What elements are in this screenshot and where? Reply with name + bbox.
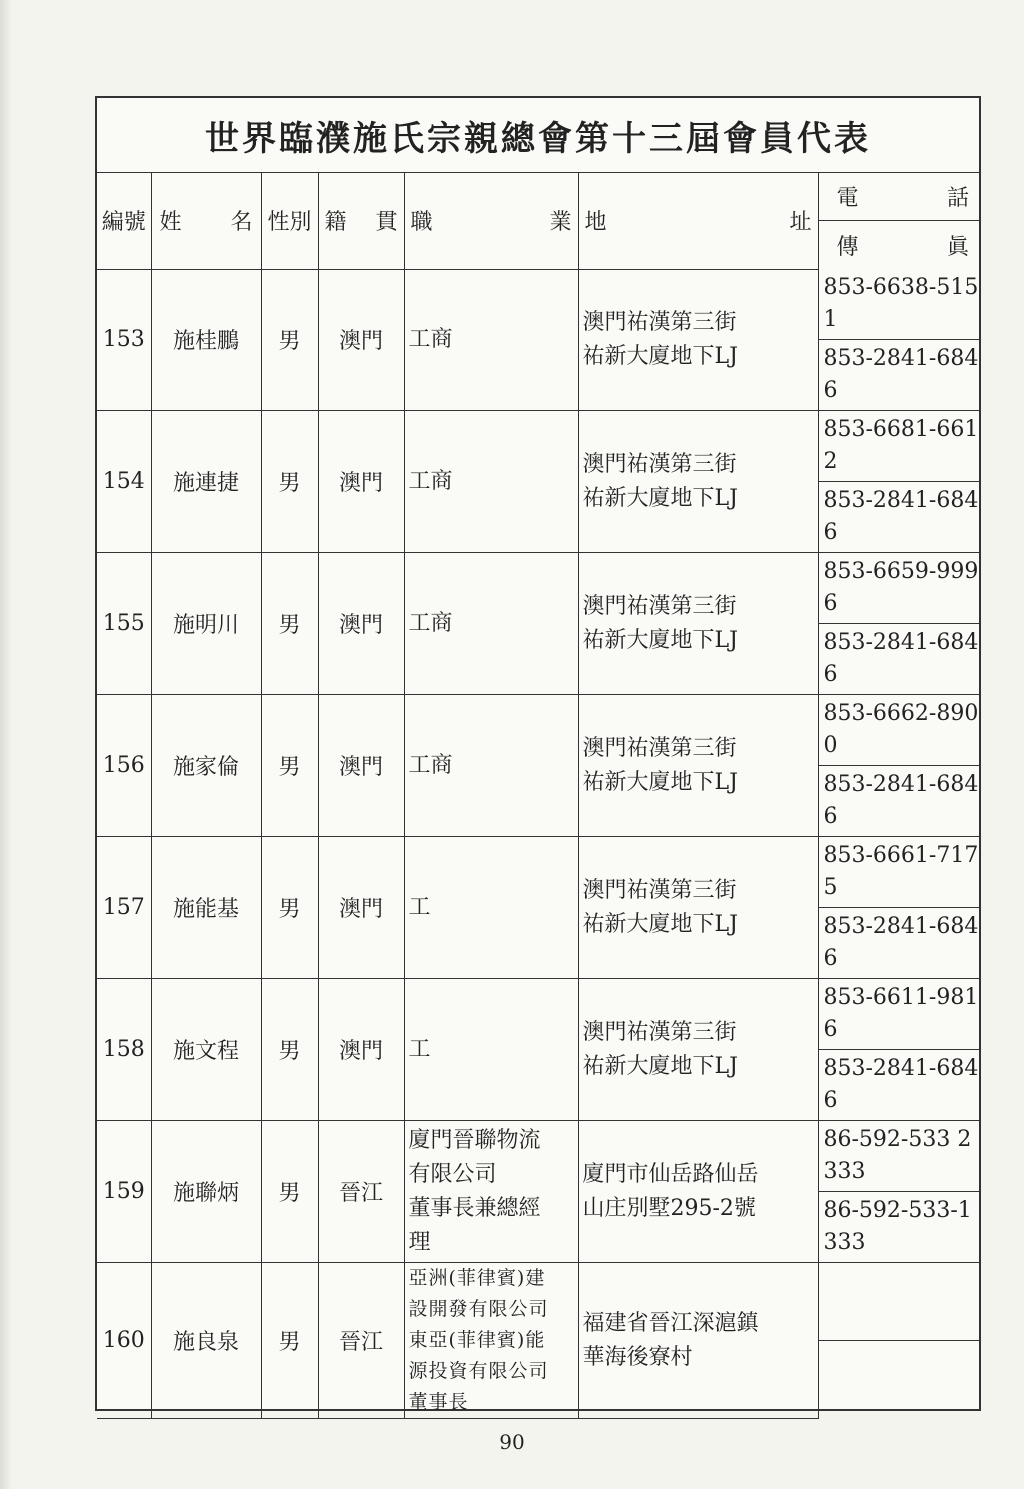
member-fax: 853-2841-6846 xyxy=(818,766,979,837)
member-origin: 晉江 xyxy=(318,1121,404,1263)
member-gender: 男 xyxy=(261,695,318,837)
member-code: 154 xyxy=(97,411,151,553)
address-line: 澳門祐漢第三街 xyxy=(582,309,737,335)
member-name: 施聯炳 xyxy=(151,1121,261,1263)
table-row xyxy=(97,269,979,340)
member-origin: 澳門 xyxy=(318,411,404,553)
address-line: 澳門祐漢第三街 xyxy=(582,451,737,477)
member-occupation xyxy=(404,979,578,1121)
occupation-line: 工商 xyxy=(408,326,453,352)
member-code: 158 xyxy=(97,979,151,1121)
member-code: 160 xyxy=(97,1263,151,1419)
address-line: 澳門祐漢第三街 xyxy=(582,1019,737,1045)
member-phone: 853-6661-7175 xyxy=(818,837,979,908)
header-gender: 性別 xyxy=(261,172,318,269)
member-origin: 晉江 xyxy=(318,1263,404,1419)
member-address xyxy=(578,1263,818,1419)
member-gender: 男 xyxy=(261,837,318,979)
member-name: 施良泉 xyxy=(151,1263,261,1419)
address-line: 祐新大廈地下LJ xyxy=(582,343,738,369)
table-row xyxy=(97,1121,979,1192)
address-line: 澳門祐漢第三街 xyxy=(582,735,737,761)
member-gender: 男 xyxy=(261,269,318,411)
member-occupation xyxy=(404,411,578,553)
address-line: 福建省晉江深滬鎮 xyxy=(582,1310,759,1336)
member-fax: 86-592-533-1333 xyxy=(818,1192,979,1263)
member-origin: 澳門 xyxy=(318,837,404,979)
member-origin: 澳門 xyxy=(318,979,404,1121)
page-title: 世界臨濮施氏宗親總會第十三屆會員代表 xyxy=(97,98,979,173)
header-name: 姓 名 xyxy=(151,172,261,269)
member-table xyxy=(97,172,979,1419)
member-name: 施明川 xyxy=(151,553,261,695)
address-line: 澳門祐漢第三街 xyxy=(582,877,737,903)
member-occupation xyxy=(404,269,578,411)
table-row xyxy=(97,695,979,766)
member-address xyxy=(578,695,818,837)
member-origin: 澳門 xyxy=(318,695,404,837)
member-code: 155 xyxy=(97,553,151,695)
member-fax: 853-2841-6846 xyxy=(818,1050,979,1121)
occupation-line: 工 xyxy=(408,1036,431,1062)
header-occupation: 職 業 xyxy=(404,172,578,269)
address-line: 祐新大廈地下LJ xyxy=(582,769,738,795)
address-line: 澳門祐漢第三街 xyxy=(582,593,737,619)
member-phone: 853-6611-9816 xyxy=(818,979,979,1050)
member-gender: 男 xyxy=(261,1121,318,1263)
member-gender: 男 xyxy=(261,553,318,695)
member-name: 施能基 xyxy=(151,837,261,979)
header-code: 編號 xyxy=(97,172,151,269)
table-row xyxy=(97,837,979,908)
address-line: 華海後寮村 xyxy=(582,1344,693,1370)
member-gender: 男 xyxy=(261,979,318,1121)
header-address: 地 址 xyxy=(578,172,818,269)
member-code: 156 xyxy=(97,695,151,837)
occupation-line: 廈門晉聯物流 xyxy=(408,1127,541,1153)
member-code: 159 xyxy=(97,1121,151,1263)
member-rows xyxy=(97,269,979,1419)
member-phone: 86-592-533 2333 xyxy=(818,1121,979,1192)
occupation-line: 董事長兼總經 xyxy=(408,1195,541,1221)
member-name: 施連捷 xyxy=(151,411,261,553)
member-fax: 853-2841-6846 xyxy=(818,340,979,411)
member-fax: 853-2841-6846 xyxy=(818,482,979,553)
member-name: 施文程 xyxy=(151,979,261,1121)
table-row xyxy=(97,1263,979,1341)
member-occupation xyxy=(404,1121,578,1263)
member-address xyxy=(578,411,818,553)
occupation-line: 理 xyxy=(408,1229,431,1255)
member-occupation xyxy=(404,695,578,837)
member-phone: 853-6662-8900 xyxy=(818,695,979,766)
member-origin: 澳門 xyxy=(318,269,404,411)
member-phone: 853-6638-5151 xyxy=(818,269,979,340)
address-line: 祐新大廈地下LJ xyxy=(582,911,738,937)
member-address xyxy=(578,269,818,411)
occupation-line: 工商 xyxy=(408,610,453,636)
table-row xyxy=(97,979,979,1050)
occupation-line: 亞洲(菲律賓)建 xyxy=(408,1267,546,1289)
header-phone: 電 話 xyxy=(818,172,979,221)
table-row xyxy=(97,411,979,482)
member-address xyxy=(578,553,818,695)
member-fax: 853-2841-6846 xyxy=(818,908,979,979)
table-row xyxy=(97,553,979,624)
member-address xyxy=(578,1121,818,1263)
member-origin: 澳門 xyxy=(318,553,404,695)
occupation-line: 董事長 xyxy=(408,1391,469,1413)
member-code: 153 xyxy=(97,269,151,411)
member-name: 施家倫 xyxy=(151,695,261,837)
address-line: 祐新大廈地下LJ xyxy=(582,485,738,511)
occupation-line: 工 xyxy=(408,894,431,920)
member-occupation xyxy=(404,837,578,979)
member-gender: 男 xyxy=(261,1263,318,1419)
member-occupation xyxy=(404,553,578,695)
occupation-line: 設開發有限公司 xyxy=(408,1298,549,1320)
member-occupation xyxy=(404,1263,578,1419)
page-number: 90 xyxy=(499,1430,525,1454)
member-gender: 男 xyxy=(261,411,318,553)
member-phone: 853-6659-9996 xyxy=(818,553,979,624)
member-address xyxy=(578,979,818,1121)
page-edge xyxy=(0,0,12,1489)
member-name: 施桂鵬 xyxy=(151,269,261,411)
occupation-line: 有限公司 xyxy=(408,1161,497,1187)
address-line: 祐新大廈地下LJ xyxy=(582,1053,738,1079)
member-fax: 853-2841-6846 xyxy=(818,624,979,695)
member-phone xyxy=(818,1263,979,1341)
member-fax xyxy=(818,1341,979,1419)
header-fax: 傳 眞 xyxy=(818,221,979,270)
occupation-line: 工商 xyxy=(408,752,453,778)
occupation-line: 工商 xyxy=(408,468,453,494)
header-origin: 籍 貫 xyxy=(318,172,404,269)
address-line: 山庄別墅295-2號 xyxy=(582,1195,756,1221)
member-phone: 853-6681-6612 xyxy=(818,411,979,482)
occupation-line: 東亞(菲律賓)能 xyxy=(408,1329,546,1351)
address-line: 廈門市仙岳路仙岳 xyxy=(582,1161,759,1187)
member-table-frame xyxy=(95,96,981,1411)
occupation-line: 源投資有限公司 xyxy=(408,1360,549,1382)
member-code: 157 xyxy=(97,837,151,979)
address-line: 祐新大廈地下LJ xyxy=(582,627,738,653)
member-address xyxy=(578,837,818,979)
